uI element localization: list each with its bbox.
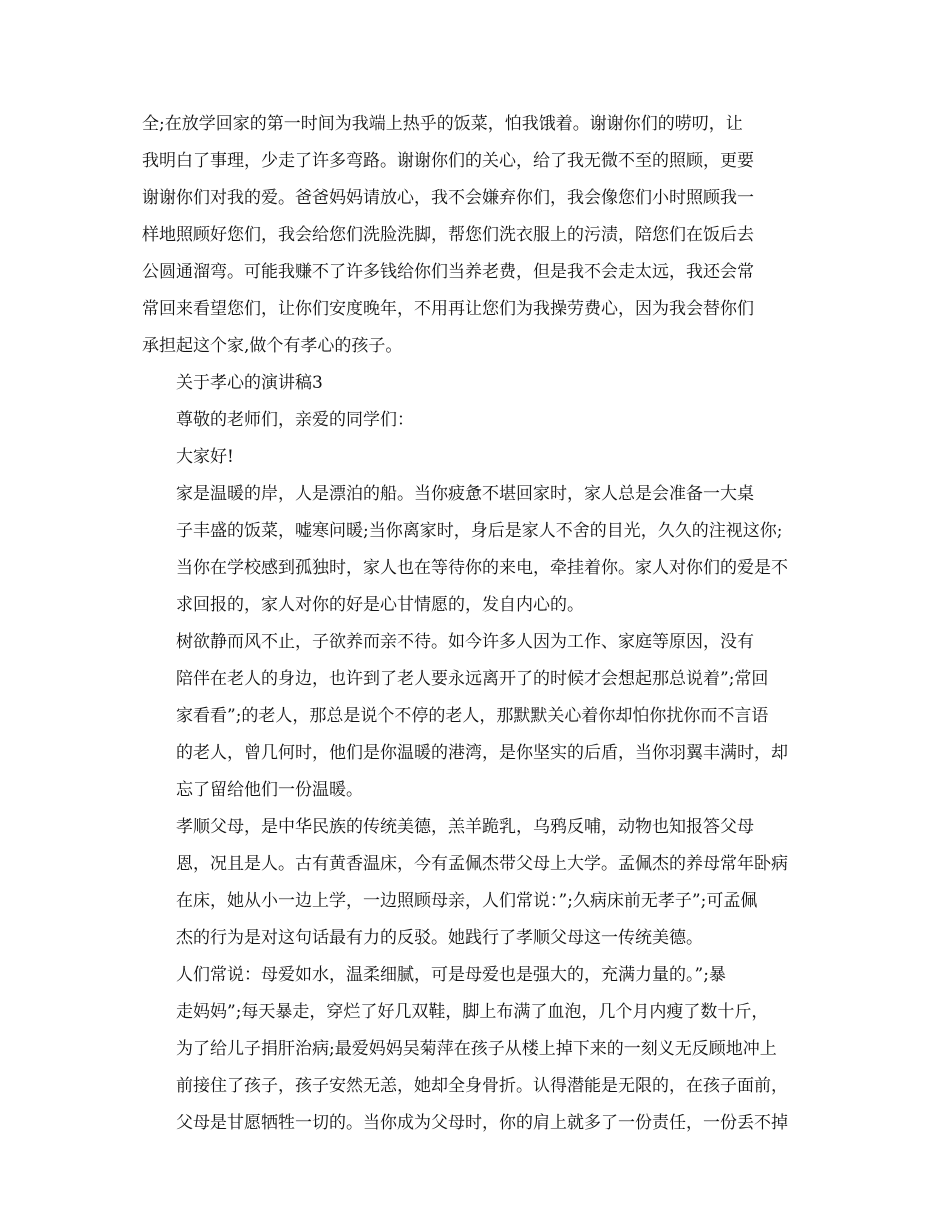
section-heading (142, 365, 812, 402)
text-line: 样地照顾好您们，我会给您们洗脸洗脚，帮您们洗衣服上的污渍，陪您们在饭后去 (142, 225, 754, 245)
text-line: 求回报的，家人对你的好是心甘情愿的，发自内心的。 (176, 595, 584, 615)
text-line: 前接住了孩子，孩子安然无恙，她却全身骨折。认得潜能是无限的，在孩子面前， (176, 1076, 788, 1096)
paragraph-tree (142, 624, 812, 809)
text-line: 孝顺父母，是中华民族的传统美德，羔羊跪乳，乌鸦反哺，动物也知报答父母 (176, 817, 754, 837)
paragraph-home (142, 476, 812, 624)
text-line: 常回来看望您们，让你们安度晚年，不用再让您们为我操劳费心，因为我会替你们 (142, 299, 754, 319)
paragraph-mother (142, 957, 812, 1142)
text-line: 的老人，曾几何时，他们是你温暖的港湾，是你坚实的后盾，当你羽翼丰满时，却 (176, 743, 788, 763)
salutation-text: 尊敬的老师们，亲爱的同学们： (176, 410, 414, 430)
text-line: 在床，她从小一边上学，一边照顾母亲，人们常说：”;久病床前无孝子”;可孟佩 (176, 891, 758, 911)
paragraph-continuation (142, 106, 812, 365)
text-line: 我明白了事理，少走了许多弯路。谢谢你们的关心，给了我无微不至的照顾，更要 (142, 151, 754, 171)
text-line: 谢谢你们对我的爱。爸爸妈妈请放心，我不会嫌弃你们，我会像您们小时照顾我一 (142, 188, 754, 208)
text-line: 家看看”;的老人，那总是说个不停的老人，那默默关心着你却怕你扰你而不言语 (176, 706, 769, 726)
greeting (142, 439, 812, 476)
text-line: 当你在学校感到孤独时，家人也在等待你的来电，牵挂着你。家人对你们的爱是不 (176, 558, 788, 578)
heading-text: 关于孝心的演讲稿3 (176, 373, 323, 393)
text-line: 家是温暖的岸，人是漂泊的船。当你疲惫不堪回家时，家人总是会准备一大桌 (176, 484, 754, 504)
salutation (142, 402, 812, 439)
text-line: 全;在放学回家的第一时间为我端上热乎的饭菜，怕我饿着。谢谢你们的唠叨，让 (142, 114, 743, 134)
text-line: 陪伴在老人的身边，也许到了老人要永远离开了的时候才会想起那总说着”;常回 (176, 669, 769, 689)
text-line: 父母是甘愿牺牲一切的。当你成为父母时，你的肩上就多了一份责任，一份丢不掉 (176, 1113, 788, 1133)
text-line: 恩，况且是人。古有黄香温床，今有孟佩杰带父母上大学。孟佩杰的养母常年卧病 (176, 854, 788, 874)
paragraph-filial (142, 809, 812, 957)
text-line: 公圆通溜弯。可能我赚不了许多钱给你们当养老费，但是我不会走太远，我还会常 (142, 262, 754, 282)
text-line: 走妈妈”;每天暴走，穿烂了好几双鞋，脚上布满了血泡，几个月内瘦了数十斤， (176, 1002, 769, 1022)
text-line: 子丰盛的饭菜，嘘寒问暖;当你离家时，身后是家人不舍的目光，久久的注视这你; (176, 521, 783, 541)
text-line: 忘了留给他们一份温暖。 (176, 780, 363, 800)
text-line: 人们常说：母爱如水，温柔细腻，可是母爱也是强大的，充满力量的。”;暴 (176, 965, 726, 985)
text-line: 为了给儿子捐肝治病;最爱妈妈吴菊萍在孩子从楼上掉下来的一刻义无反顾地冲上 (176, 1039, 777, 1059)
document-page (142, 106, 812, 1142)
greeting-text: 大家好! (176, 447, 234, 467)
text-line: 树欲静而风不止，子欲养而亲不待。如今许多人因为工作、家庭等原因，没有 (176, 632, 754, 652)
text-line: 杰的行为是对这句话最有力的反驳。她践行了孝顺父母这一传统美德。 (176, 928, 703, 948)
text-line: 承担起这个家,做个有孝心的孩子。 (142, 336, 403, 356)
